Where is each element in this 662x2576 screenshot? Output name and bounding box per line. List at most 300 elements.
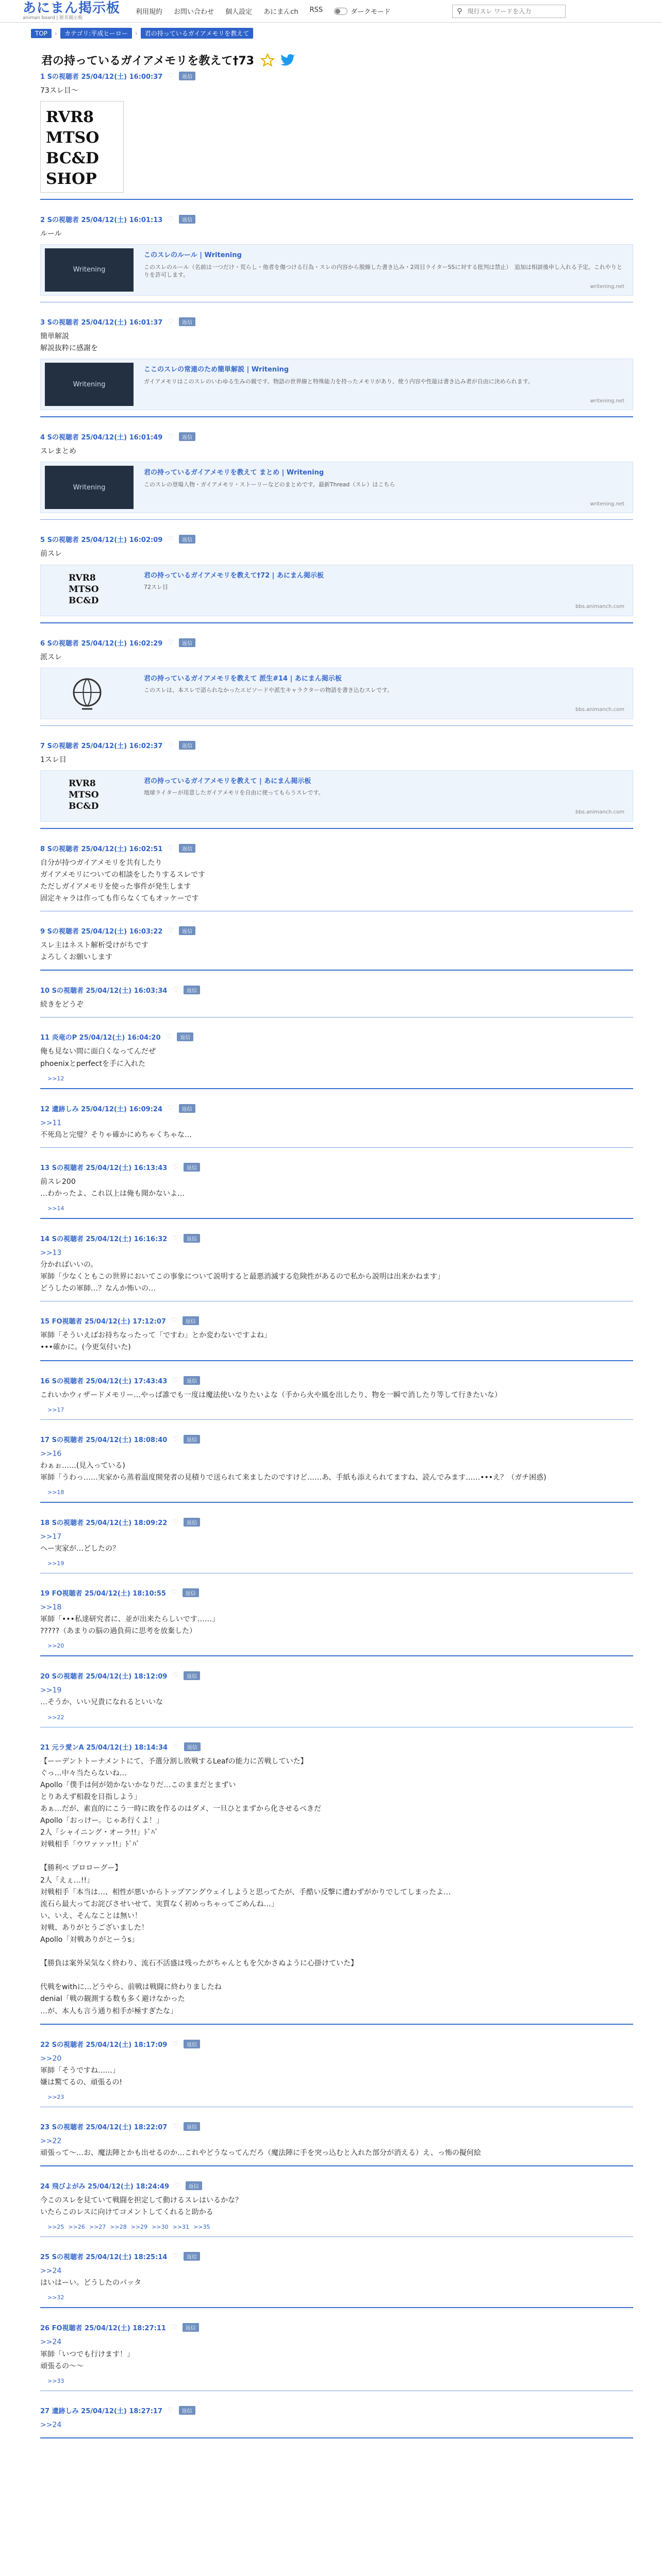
post-line: 対戦相手「本当は…、相性が悪いからトップアングウェイしようと思ってたが、手酷い反撃に遭わずがかりでしてしまったよ… (40, 1888, 451, 1896)
post-header (40, 1372, 633, 1389)
post (40, 2319, 633, 2391)
post-line: 自分が持つガイアメモリを共有したり (40, 858, 162, 867)
reply-button[interactable]: 返信 (183, 1316, 199, 1325)
post-line: ただしガイアメモリを使った事件が発生します (40, 882, 191, 891)
card-thumbnail (41, 771, 134, 821)
post-line: へー実家が…どしたの？ (40, 1545, 120, 1553)
post-divider (40, 1088, 633, 1089)
post-header-text[interactable]: 25 Sの視聴者 25/04/12(土) 18:25:14 (40, 2253, 168, 2262)
post-line: 対戦相手「ウワァァァ!!」ﾄﾞﾊﾞ (40, 1840, 140, 1849)
reply-button[interactable]: 返信 (179, 317, 195, 326)
svg-text:BC&D: BC&D (69, 801, 99, 811)
post-header (40, 1431, 633, 1448)
post-body (40, 548, 633, 616)
link-card[interactable] (40, 244, 633, 296)
reply-links (40, 1401, 633, 1413)
anchor-link[interactable]: >>22 (40, 2137, 62, 2145)
nav-settings[interactable]: 個人設定 (225, 8, 253, 16)
post-line: 【勝利ぺ プロローグー】 (40, 1864, 122, 1873)
post-body (40, 1448, 633, 1484)
post-line: Apollo「僕手は何が効かないかなりだ…このままだとまずい (40, 1781, 236, 1789)
post-body (40, 2053, 633, 2089)
reply-button[interactable]: 返信 (184, 1742, 201, 1751)
post (40, 531, 633, 623)
heart-icon[interactable]: ♡ (166, 1033, 172, 1041)
post (40, 923, 633, 971)
reply-link[interactable]: >>19 (47, 1560, 64, 1567)
svg-text:RVR8: RVR8 (69, 778, 96, 789)
post-header (40, 1514, 633, 1531)
card-title[interactable]: 君の持っているガイアメモリを教えて まとめ | Writening (144, 469, 324, 477)
post (40, 840, 633, 911)
card-site: bbs.animanch.com (575, 707, 624, 713)
svg-text:MTSO: MTSO (69, 584, 99, 595)
post-header (40, 314, 633, 331)
card-site: writening.net (590, 398, 624, 404)
nav-terms[interactable]: 利用規約 (136, 8, 163, 16)
post-body (40, 2195, 633, 2218)
reply-link[interactable]: >>25 (47, 2224, 64, 2231)
reply-link[interactable]: >>18 (47, 1488, 64, 1496)
post-line: 軍師「そういえばお持ちなったって「ですわ」とか変わないですよね」 (40, 1331, 271, 1340)
post-body (40, 940, 633, 963)
post-body (40, 1756, 633, 2018)
post-line: 軍師「うわっ……実家から蒸着温度開発者の見積りで送られて来ましたのですけど……あ、手紙も添えられてますね、読んでみます……•••え？（ガチ困惑) (40, 1473, 547, 1482)
svg-text:BC&D: BC&D (69, 595, 99, 606)
anchor-link[interactable]: >>24 (40, 2338, 62, 2347)
search-box[interactable] (452, 5, 566, 18)
post-header (40, 2402, 633, 2419)
reply-link[interactable]: >>29 (130, 2224, 148, 2231)
toggle-knob (335, 9, 340, 14)
reply-button[interactable]: 返信 (179, 741, 195, 750)
card-title[interactable]: 君の持っているガイアメモリを教えて | あにまん掲示板 (144, 777, 311, 785)
post-header (40, 211, 633, 228)
heart-icon[interactable]: ♡ (168, 535, 174, 544)
writening-thumbnail: Writening (45, 363, 134, 406)
reply-button[interactable]: 返信 (179, 72, 195, 80)
post-header (40, 2178, 633, 2195)
post (40, 1159, 633, 1219)
dark-mode-toggle[interactable] (334, 6, 390, 16)
post-divider (40, 1502, 633, 1503)
anchor-link[interactable]: >>17 (40, 1532, 62, 1541)
search-icon[interactable]: ⚲ (457, 7, 462, 15)
svg-text:MTSO: MTSO (69, 789, 99, 800)
post-divider (40, 725, 633, 726)
post-body (40, 228, 633, 296)
post-line: ぐっ…中々当たらないね… (40, 1769, 127, 1777)
logo-subtext: animan board | 匿名掲示板 (23, 15, 83, 21)
top-bar (0, 0, 662, 23)
anchor-link[interactable]: >>24 (40, 2420, 62, 2429)
post-header-text[interactable]: 2 Sの視聴者 25/04/12(土) 16:01:13 (40, 216, 163, 225)
post-header (40, 2036, 633, 2053)
reply-link[interactable]: >>28 (110, 2224, 127, 2231)
reply-button[interactable]: 返信 (184, 986, 200, 994)
post-line: スレまとめ (40, 447, 76, 456)
search-input[interactable] (466, 7, 565, 15)
link-card[interactable] (40, 359, 633, 410)
anchor-link[interactable]: >>18 (40, 1603, 62, 1612)
post-line: denial「戦の観測する数も多く避けなかった (40, 1995, 185, 2004)
post (40, 2178, 633, 2237)
card-thumbnail (41, 245, 134, 295)
card-title[interactable]: このスレのルール | Writening (144, 251, 242, 260)
post-body (40, 331, 633, 410)
card-text (134, 462, 633, 513)
logo-text: あにまん掲示板 (23, 1, 121, 16)
reply-button[interactable]: 返信 (184, 1671, 200, 1680)
heart-icon[interactable]: ♡ (168, 1104, 174, 1112)
post-header-text[interactable]: 1 Sの視聴者 25/04/12(土) 16:00:37 (40, 73, 163, 81)
post-line: 軍師「少なくともこの世界においてこの事象について説明すると最悪消滅する危険性があるので私から説明は出来かねます」 (40, 1273, 444, 1281)
post-line: 73スレ目〜 (40, 87, 78, 95)
card-description: 72スレ目 (144, 584, 168, 590)
anchor-link[interactable]: >>20 (40, 2054, 62, 2063)
anchor-link[interactable]: >>16 (40, 1449, 62, 1458)
post-body (40, 2265, 633, 2289)
card-thumbnail (41, 565, 134, 616)
breadcrumb-separator: › (55, 29, 57, 37)
post-divider (40, 622, 633, 623)
reply-links (40, 2289, 633, 2301)
post-body (40, 1046, 633, 1070)
heart-icon[interactable]: ♡ (172, 1672, 179, 1680)
post-line: 分かればいいの。 (40, 1261, 98, 1269)
heart-icon[interactable]: ♡ (168, 741, 174, 749)
post (40, 68, 633, 200)
heart-icon[interactable]: ♡ (171, 1317, 177, 1325)
post-line: わぁぉ……(見入っている) (40, 1461, 125, 1470)
heart-icon[interactable]: ♡ (168, 844, 174, 852)
reply-button[interactable]: 返信 (179, 432, 195, 441)
heart-icon[interactable]: ♡ (168, 638, 174, 647)
post-header-text[interactable]: 18 Sの視聴者 25/04/12(土) 18:09:22 (40, 1519, 168, 1527)
twitter-icon[interactable] (280, 54, 295, 67)
post-line: どうしたの軍師…？なんか怖いの… (40, 1284, 156, 1293)
reply-links (40, 2218, 633, 2230)
nav-contact[interactable]: お問い合わせ (174, 8, 214, 16)
star-icon[interactable] (260, 53, 275, 67)
post-divider (40, 416, 633, 417)
post-line: 軍師「•••私達研究者に、並が出来たらしいです……」 (40, 1615, 219, 1624)
post-header (40, 68, 633, 85)
reply-button[interactable]: 返信 (184, 2122, 200, 2131)
heart-icon[interactable]: ♡ (172, 1435, 179, 1443)
post-image[interactable] (40, 101, 124, 193)
reply-link[interactable]: >>12 (47, 1075, 64, 1082)
card-description: 地球ライターが用意したガイアメモリを自由に使ってもらうスレです。 (144, 789, 324, 796)
reply-button[interactable]: 返信 (177, 1032, 193, 1041)
card-title[interactable]: ここのスレの常連のため簡単解説 | Writening (144, 366, 289, 374)
writening-thumbnail: Writening (45, 466, 134, 509)
card-text (134, 771, 633, 821)
svg-text:BC&D: BC&D (46, 149, 99, 168)
post-line: い、いえ、そんなことは無い！ (40, 1911, 142, 1920)
heart-icon[interactable]: ♡ (168, 318, 174, 326)
reply-link[interactable]: >>23 (47, 2093, 64, 2100)
post-body (40, 754, 633, 822)
post-header (40, 840, 633, 857)
post-header-text[interactable]: 3 Sの視聴者 25/04/12(土) 16:01:37 (40, 319, 163, 327)
reply-link[interactable]: >>35 (193, 2224, 210, 2231)
reply-link[interactable]: >>22 (47, 1714, 64, 1721)
heart-icon[interactable]: ♡ (171, 2324, 177, 2332)
post-divider (40, 1218, 633, 1219)
post-header (40, 737, 633, 754)
post-divider (40, 2165, 633, 2166)
reply-button[interactable]: 返信 (179, 2406, 195, 2415)
post-line: あぁ…だが、素直的にこう一時に敗を作るのはダメ、一旦ひとまずから化させるべきだ (40, 1804, 322, 1813)
post-line: 嫌は驚てるの、頑張るの! (40, 2078, 123, 2087)
anchor-link[interactable]: >>11 (40, 1118, 62, 1127)
post-line: 俺も見ない間に面白くなってんだぜ (40, 1047, 156, 1056)
post-header-text[interactable]: 16 Sの視聴者 25/04/12(土) 17:43:43 (40, 1377, 168, 1385)
heart-icon[interactable]: ♡ (172, 2252, 179, 2261)
post-line: 不死鳥と完璧？そりゃ確かにめちゃくちゃな… (40, 1130, 192, 1139)
post-line: よろしくお願いします (40, 953, 112, 962)
reply-link[interactable]: >>27 (89, 2224, 106, 2231)
svg-text:RVR8: RVR8 (46, 108, 94, 127)
reply-button[interactable]: 返信 (183, 2323, 199, 2332)
post (40, 1372, 633, 1420)
post-header-text[interactable]: 20 Sの視聴者 25/04/12(土) 18:12:09 (40, 1673, 168, 1681)
post-body (40, 1531, 633, 1555)
post (40, 1668, 633, 1727)
post-header (40, 1159, 633, 1176)
post (40, 429, 633, 520)
heart-icon[interactable]: ♡ (172, 1163, 179, 1171)
post-line (40, 1970, 633, 1981)
card-title[interactable]: 君の持っているガイアメモリを教えて†72 | あにまん掲示板 (144, 571, 324, 580)
reply-button[interactable]: 返信 (179, 926, 195, 935)
post (40, 1739, 633, 2025)
reply-button[interactable]: 返信 (184, 1376, 200, 1385)
post-divider (40, 828, 633, 829)
post-body (40, 2419, 633, 2431)
anchor-link[interactable]: >>13 (40, 1248, 62, 1257)
post-header-text[interactable]: 9 Sの視聴者 25/04/12(土) 16:03:22 (40, 928, 163, 936)
toggle-track[interactable] (334, 8, 347, 15)
reply-button[interactable]: 返信 (184, 1435, 200, 1444)
reply-button[interactable]: 返信 (179, 638, 195, 647)
breadcrumb-category[interactable]: カテゴリ:平成ヒーロー (60, 28, 132, 39)
reply-button[interactable]: 返信 (179, 1104, 195, 1113)
post-body (40, 1176, 633, 1200)
post (40, 1230, 633, 1301)
reply-links (40, 1709, 633, 1721)
link-card[interactable] (40, 770, 633, 822)
card-title[interactable]: 君の持っているガイアメモリを教えて 派生#14 | あにまん掲示板 (144, 674, 342, 683)
post-header (40, 429, 633, 446)
post-body (40, 2336, 633, 2372)
post (40, 2402, 633, 2438)
reply-link[interactable]: >>32 (47, 2294, 64, 2301)
post-divider (40, 2307, 633, 2308)
post-header-text[interactable]: 12 遺跡しみ 25/04/12(土) 16:09:24 (40, 1105, 162, 1113)
gaia-text-thumbnail (67, 568, 108, 613)
reply-links (40, 1200, 633, 1212)
reply-button[interactable]: 返信 (184, 1518, 200, 1527)
link-card[interactable] (40, 668, 633, 719)
post-line: 対戦、ありがとうございました！ (40, 1923, 148, 1932)
reply-link[interactable]: >>20 (47, 1642, 64, 1650)
post-line: 軍師「いつでも行けます！」 (40, 2350, 134, 2359)
post (40, 314, 633, 417)
reply-button[interactable]: 返信 (184, 1234, 200, 1243)
heart-icon[interactable]: ♡ (172, 2040, 179, 2048)
heart-icon[interactable]: ♡ (168, 72, 174, 80)
post-header (40, 923, 633, 940)
post-body (40, 1389, 633, 1401)
heart-icon[interactable]: ♡ (172, 1518, 179, 1526)
post (40, 2119, 633, 2166)
nav-rss[interactable]: RSS (309, 6, 323, 14)
post-line: 軍師「そうですね……」 (40, 2066, 120, 2075)
post-line: 2人「シャイニング・オーラ!!」ﾄﾞﾊﾞ (40, 1828, 159, 1837)
reply-button[interactable]: 返信 (179, 844, 195, 853)
post-header-text[interactable]: 4 Sの視聴者 25/04/12(土) 16:01:49 (40, 434, 163, 442)
reply-button[interactable]: 返信 (183, 1588, 199, 1597)
anchor-link[interactable]: >>19 (40, 1686, 62, 1695)
thread-title: 君の持っているガイアメモリを教えて†73 (41, 55, 254, 67)
post-header-text[interactable]: 27 遺跡しみ 25/04/12(土) 18:27:17 (40, 2407, 162, 2415)
post-divider (40, 199, 633, 200)
reply-link[interactable]: >>26 (68, 2224, 85, 2231)
reply-link[interactable]: >>31 (172, 2224, 190, 2231)
post-line: 1スレ目 (40, 755, 67, 764)
nav-animanch[interactable]: あにまんch (263, 8, 299, 16)
post-header (40, 2319, 633, 2336)
heart-icon[interactable]: ♡ (168, 215, 174, 224)
post-line: とりあえず相殺を目指しよう」 (40, 1792, 141, 1801)
post-header-text[interactable]: 17 Sの視聴者 25/04/12(土) 18:08:40 (40, 1436, 168, 1444)
heart-icon[interactable]: ♡ (172, 1376, 179, 1384)
post-divider (40, 1655, 633, 1656)
post-header-text[interactable]: 10 Sの視聴者 25/04/12(土) 16:03:34 (40, 987, 168, 995)
reply-links (40, 2089, 633, 2100)
post-line: Apollo「対戦ありがとーうs」 (40, 1935, 139, 1944)
site-logo[interactable] (23, 2, 120, 21)
reply-links (40, 1637, 633, 1649)
heart-icon[interactable]: ♡ (173, 1742, 179, 1751)
post-line: …そうか、いい兄貴になれるといいな (40, 1698, 163, 1707)
heart-icon[interactable]: ♡ (174, 2182, 180, 2190)
link-card[interactable] (40, 462, 633, 513)
card-site: writening.net (590, 283, 624, 290)
post-body (40, 85, 633, 193)
post-line: 2人「えぇ…!!」 (40, 1876, 94, 1885)
post-header-text[interactable]: 13 Sの視聴者 25/04/12(土) 16:13:43 (40, 1164, 168, 1172)
post-line: いたらこのレスに向けてコメントしてくれると助かる (40, 2208, 213, 2217)
post (40, 1100, 633, 1148)
post-header-text[interactable]: 22 Sの視聴者 25/04/12(土) 18:17:09 (40, 2041, 168, 2049)
card-thumbnail (41, 668, 134, 719)
reply-link[interactable]: >>30 (152, 2224, 169, 2231)
heart-icon[interactable]: ♡ (172, 986, 179, 994)
post-header (40, 1585, 633, 1602)
post-header-text[interactable]: 6 Sの視聴者 25/04/12(土) 16:02:29 (40, 639, 163, 648)
reply-button[interactable]: 返信 (179, 215, 195, 224)
card-description: ガイアメモリはこのスレのいわゆる生みの親です。物語の世界線と特殊能力を持ったメモリがあり、使う内容や性能は書き込み者が自由に決められます。 (144, 378, 534, 385)
post-header-text[interactable]: 11 炎竜のP 25/04/12(土) 16:04:20 (40, 1034, 161, 1042)
card-text (134, 565, 633, 616)
reply-link[interactable]: >>17 (47, 1406, 64, 1413)
reply-link[interactable]: >>33 (47, 2377, 64, 2384)
post-header (40, 1230, 633, 1247)
post-line: 続きをどうぞ (40, 1001, 84, 1009)
reply-button[interactable]: 返信 (179, 535, 195, 544)
post (40, 2036, 633, 2107)
post-header-text[interactable]: 14 Sの視聴者 25/04/12(土) 16:16:32 (40, 1235, 168, 1243)
post-line: 頑張って〜…お、魔法陣とかも出せるのか…これやどうなってんだろ（魔法陣に手を突っ込むと入れた部分が消える）え、っ怖の擬何絵 (40, 2149, 481, 2157)
post-line: 頑張るの〜〜 (40, 2362, 84, 2370)
post-line: •••確かに。(今更気付いた) (40, 1343, 131, 1352)
post-divider (40, 2437, 633, 2438)
breadcrumb-top[interactable]: TOP (31, 29, 52, 38)
post-body (40, 1117, 633, 1141)
breadcrumb (0, 23, 662, 39)
heart-icon[interactable]: ♡ (168, 2406, 174, 2414)
card-text (134, 359, 633, 410)
reply-links (40, 1555, 633, 1567)
card-thumbnail (41, 462, 134, 513)
heart-icon[interactable]: ♡ (168, 927, 174, 935)
svg-text:RVR8: RVR8 (69, 572, 96, 583)
post-line: 代戦をwithに…どうやら、前戦は戦闘に終わりましたね (40, 1983, 222, 1992)
reply-button[interactable]: 返信 (184, 2252, 200, 2261)
post-line: 派スレ (40, 653, 62, 662)
post-header-text[interactable]: 8 Sの視聴者 25/04/12(土) 16:02:51 (40, 845, 163, 853)
post-header-text[interactable]: 15 FO視聴者 25/04/12(土) 17:12:07 (40, 1318, 166, 1326)
link-card[interactable] (40, 565, 633, 616)
reply-button[interactable]: 返信 (184, 2040, 200, 2048)
breadcrumb-separator: › (135, 29, 138, 37)
post-body (40, 999, 633, 1011)
post-header-text[interactable]: 19 FO視聴者 25/04/12(土) 18:10:55 (40, 1590, 166, 1598)
reply-link[interactable]: >>14 (47, 1205, 64, 1212)
post-line: ?????（あまりの脳の過負荷に思考を放棄した） (40, 1627, 197, 1636)
post-header-text[interactable]: 7 Sの視聴者 25/04/12(土) 16:02:37 (40, 742, 163, 750)
heart-icon[interactable]: ♡ (168, 433, 174, 441)
card-description: このスレのルール（名前は一つだけ・荒らし・他者を傷つける行為・スレの内容から脱線した書き込み・2周目ライターSSに対する批判は禁止） 追加は相談後申し入れる予定。これやりとりを許可します。 (144, 263, 622, 279)
post-divider (40, 1147, 633, 1148)
post-header-text[interactable]: 23 Sの視聴者 25/04/12(土) 18:22:07 (40, 2123, 168, 2131)
post-header-text[interactable]: 5 Sの視聴者 25/04/12(土) 16:02:09 (40, 536, 163, 545)
heart-icon[interactable]: ♡ (172, 2122, 179, 2130)
reply-button[interactable]: 返信 (186, 2181, 202, 2190)
post-header-text[interactable]: 26 FO視聴者 25/04/12(土) 18:27:11 (40, 2325, 166, 2333)
post-header-text[interactable]: 24 飛びよがみ 25/04/12(土) 18:24:49 (40, 2183, 169, 2191)
post-line: 固定キャラは作っても作らなくてもオッケーです (40, 894, 199, 903)
breadcrumb-thread[interactable]: 君の持っているガイアメモリを教えて (141, 28, 254, 39)
reply-links (40, 2372, 633, 2384)
post-header (40, 2119, 633, 2136)
post-body (40, 1247, 633, 1295)
post-line: 簡単解説 (40, 332, 69, 341)
anchor-link[interactable]: >>24 (40, 2267, 62, 2276)
heart-icon[interactable]: ♡ (172, 1234, 179, 1242)
reply-button[interactable]: 返信 (184, 1163, 200, 1172)
post (40, 1029, 633, 1089)
post-header-text[interactable]: 21 元ラ愛ンA 25/04/12(土) 18:14:34 (40, 1743, 168, 1752)
post-header (40, 1668, 633, 1685)
post (40, 2248, 633, 2308)
heart-icon[interactable]: ♡ (171, 1589, 177, 1597)
card-text (134, 668, 633, 719)
card-site: bbs.animanch.com (575, 604, 624, 610)
